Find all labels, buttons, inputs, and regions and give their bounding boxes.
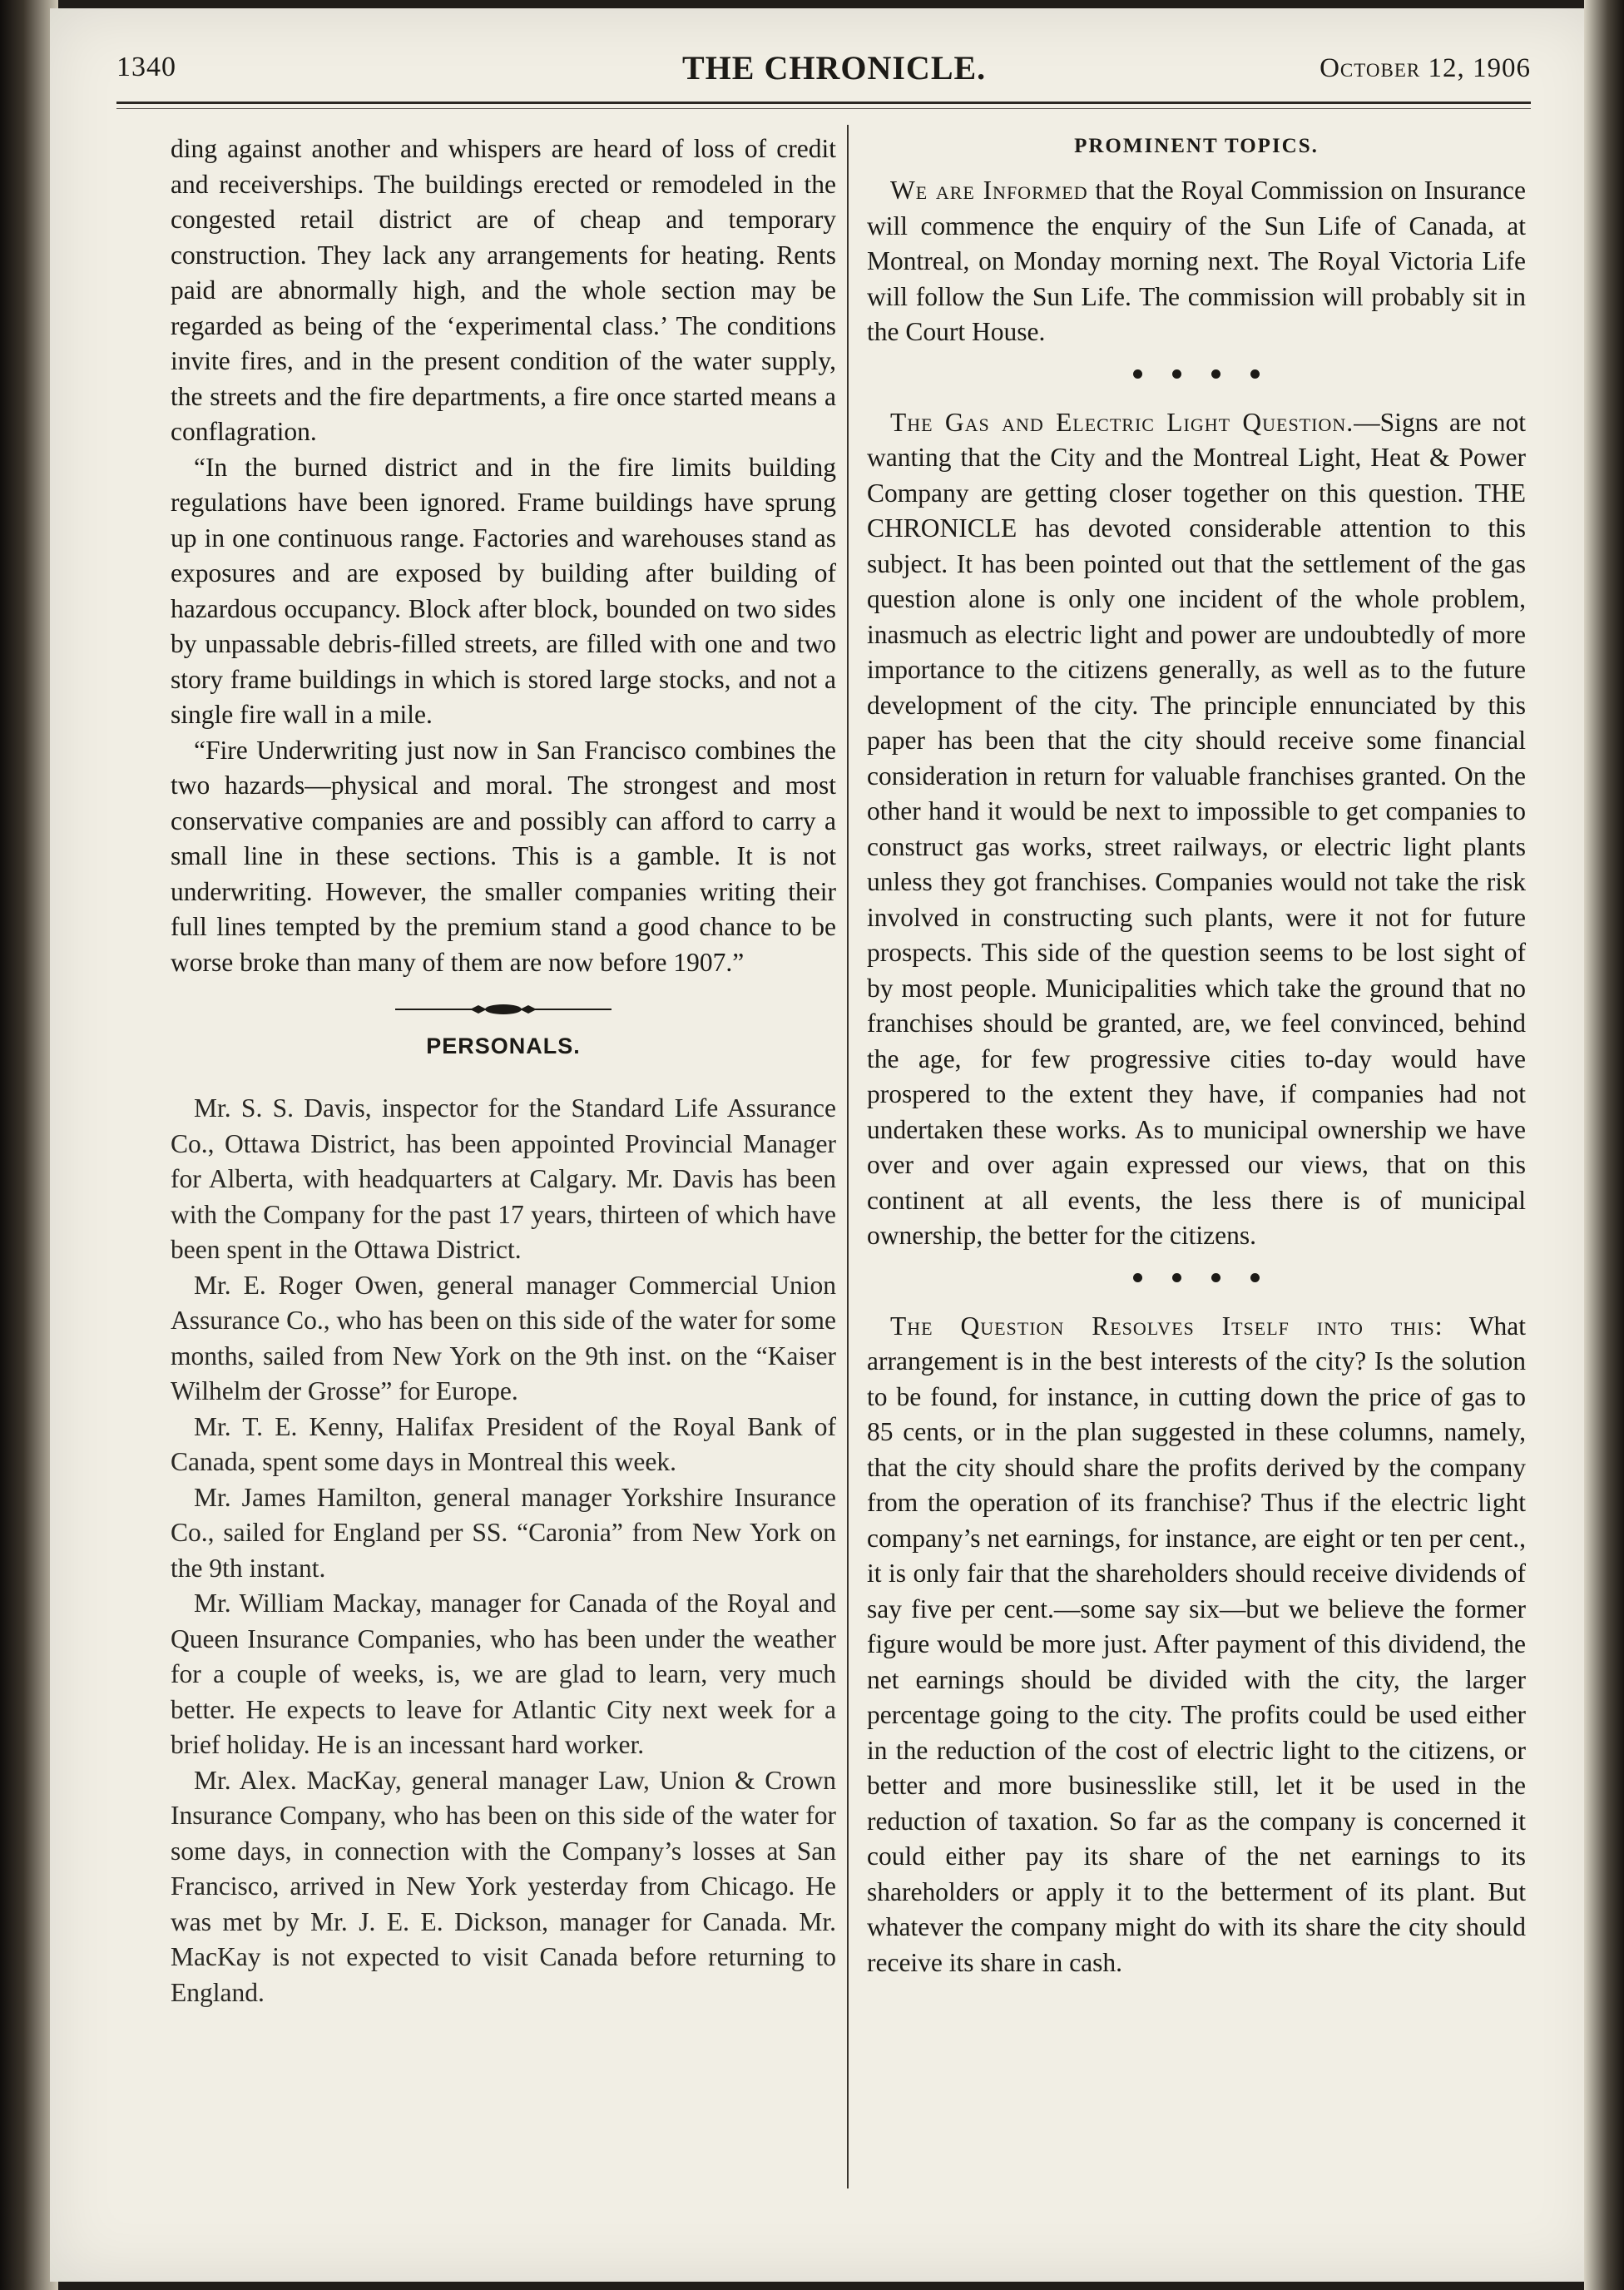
article-paragraph: “In the burned district and in the fire limits building regulations have been ignored. Frame buildings have sprung up in one continuous range. Factories and warehouses stand as exposures and are exposed by building after building of hazardous occupancy. Block after block, bounded on two sides by unpassable debris-filled streets, are filled with one and two story frame buildings in which is stored large stocks, and not a single fire wall in a mile. — [171, 452, 836, 729]
topic-paragraph — [867, 173, 1526, 350]
prominent-topics-heading: PROMINENT TOPICS. — [1074, 135, 1319, 157]
personal-item: Mr. T. E. Kenny, Halifax President of the Royal Bank of Canada, spent some days in Montreal this week. — [171, 1411, 836, 1476]
topic-text: that the Royal Commission on Insurance will commence the enquiry of the Sun Life of Canada, at Montreal, on Monday morning next. The Royal Victoria Life will follow the Sun Life. The commission will probably sit in the Court House. — [867, 176, 1527, 346]
left-column — [171, 131, 836, 2010]
topic-paragraph — [867, 1309, 1526, 1981]
issue-date: October 12, 1906 — [1320, 53, 1531, 83]
topic-paragraph — [867, 405, 1526, 1254]
journal-title: THE CHRONICLE. — [682, 49, 987, 87]
header-rule — [116, 102, 1531, 104]
dots-separator — [867, 362, 1526, 387]
right-column — [867, 131, 1526, 1980]
topic-lead: The Gas and Electric Light Question. — [890, 407, 1354, 437]
personal-item: Mr. S. S. Davis, inspector for the Standard Life Assurance Co., Ottawa District, has been appointed Provincial Manager for Alberta, with headquarters at Calgary. Mr. Davis has been with the Company for the past 17 years, thirteen of which have been spent in the Ottawa District. — [171, 1093, 836, 1264]
header-rule-thin — [116, 108, 1531, 109]
topic-lead: The Question Resolves Itself into this: — [890, 1311, 1443, 1341]
article-paragraph: “Fire Underwriting just now in San Francisco combines the two hazards—physical and moral. The strongest and most conservative companies are and possibly can afford to carry a small line in these sections. This is a gamble. It is not underwriting. However, the smaller companies writing their full lines tempted by the premium stand a good chance to be worse broke than many of them are now before 1907.” — [171, 735, 836, 977]
masthead — [116, 49, 1531, 102]
personal-item: Mr. E. Roger Owen, general manager Commercial Union Assurance Co., who has been on this side of the water for some months, sailed from New York on the 9th inst. on the “Kaiser Wilhelm der Grosse” for Europe. — [171, 1270, 836, 1405]
topic-text: What arrangement is in the best interests of the city? Is the solution to be found, for instance, in cutting down the price of gas to 85 cents, or in the plan suggested in these columns, namely, that the city should share the profits derived by the company from the operation of its franchise? Thus if the electric light company’s net earnings, for instance, are eight or ten per cent., it is only fair that the shareholders should receive dividends of say five per cent.—some say six—but we believe the former figure would be more just. After payment of this dividend, the net earnings should be divided with the city, the larger percentage going to the city. The profits could be used either in the reduction of the cost of electric light to the citizens, or better and more businesslike still, let it be used in the reduction of taxation. So far as the company is concerned it could either pay its share of the net earnings to its shareholders or apply it to the betterment of its plant. But whatever the company might do with its share the city should receive its share in cash. — [867, 1311, 1526, 1977]
page-number: 1340 — [116, 52, 176, 82]
article-paragraph: ding against another and whispers are heard of loss of credit and receiverships. The buildings erected or remodeled in the congested retail district are of cheap and temporary construction. They lack any arrangements for heating. Rents paid are abnormally high, and the whole section may be regarded as being of the ‘experimental class.’ The conditions invite fires, and in the present condition of the water supply, the streets and the fire departments, a fire once started means a conflagration. — [171, 134, 836, 446]
personal-item: Mr. Alex. MacKay, general manager Law, Union & Crown Insurance Company, who has been on this side of the water for some days, in connection with the Company’s losses at San Francisco, arrived in New York yesterday from Chicago. He was met by Mr. J. E. E. Dickson, manager for Canada. Mr. MacKay is not expected to visit Canada before returning to England. — [171, 1765, 836, 2007]
ornament-rule-icon — [395, 1002, 611, 1017]
topic-text: —Signs are not wanting that the City and the Montreal Light, Heat & Power Company are getting closer together on this question. THE CHRONICLE has devoted considerable attention to this subject. It has been pointed out that the settlement of the gas question alone is only one incident of the whole problem, inasmuch as electric light and power are undoubtedly of more importance to the citizens generally, as well as to the future development of the city. The principle ennunciated by this paper has been that the city should receive some financial consideration in return for valuable franchises granted. On the other hand it would be next to impossible to get companies to construct gas works, street railways, or electric light plants unless they got franchises. Companies would not take the risk involved in constructing such plants, were it not for future prospects. This side of the question seems to be lost sight of by most people. Municipalities which take the ground that no franchises should be granted, are, we feel convinced, behind the age, for few progressive cities to-day would have prospered to the extent they have, if companies had not undertaken these works. As to municipal ownership we have over and over again expressed our views, that on this continent at all events, the less there is of municipal ownership, the better for the citizens. — [867, 407, 1527, 1250]
personal-item: Mr. William Mackay, manager for Canada of the Royal and Queen Insurance Companies, who has been under the weather for a couple of weeks, is, we are glad to learn, very much better. He expects to leave for Atlantic City next week for a brief holiday. He is an incessant hard worker. — [171, 1589, 836, 1759]
dots-separator — [867, 1266, 1526, 1291]
topic-lead: We are Informed — [890, 176, 1088, 205]
page-edge-shadow — [1584, 0, 1624, 2290]
column-divider — [847, 125, 849, 2188]
personal-item: Mr. James Hamilton, general manager Yorkshire Insurance Co., sailed for England per SS. “Caronia” from New York on the 9th instant. — [171, 1482, 836, 1583]
personals-heading: PERSONALS. — [426, 1033, 581, 1058]
ornament-divider — [171, 1002, 836, 1019]
